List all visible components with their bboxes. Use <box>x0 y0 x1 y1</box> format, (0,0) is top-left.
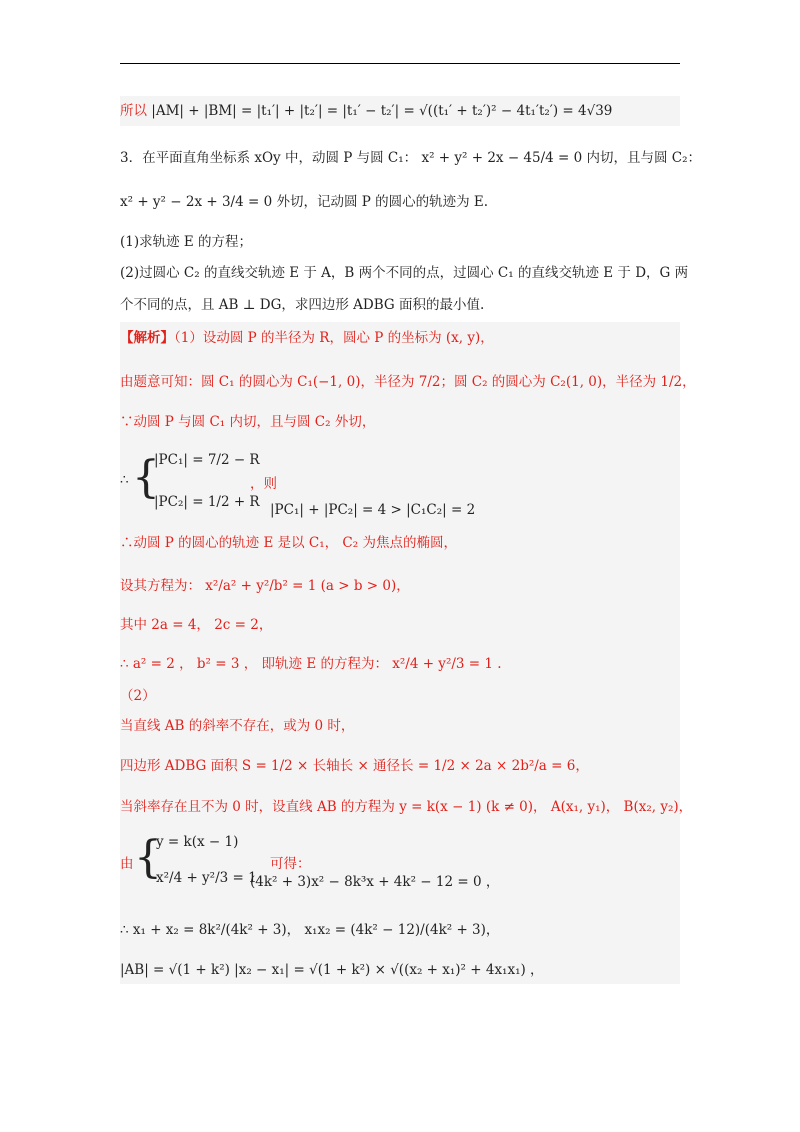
system-2-result: (4k² + 3)x² − 8k³x + 4k² − 12 = 0 ， <box>250 874 500 890</box>
therefore-symbol-1: ∴ <box>120 472 129 488</box>
system-1-result: |PC₁| + |PC₂| = 4 > |C₁C₂| = 2 <box>270 502 476 518</box>
top-prefix: 所以 <box>120 103 147 119</box>
solution-line-9: 四边形 ADBG 面积 S = 1/2 × 长轴长 × 通径长 = 1/2 × 2a × 2b²/a = 6， <box>120 758 589 774</box>
system-2-prefix: 由 <box>120 856 134 872</box>
system-1-eq-1: |PC₁| = 7/2 − R <box>154 452 260 468</box>
solution-line-1 <box>120 328 494 348</box>
top-formula-line <box>120 101 612 121</box>
system-2-then: 可得： <box>270 856 311 872</box>
solution-tag: 【解析】 <box>120 330 174 346</box>
system-2-eq-2: x²/4 + y²/3 = 1 <box>156 870 257 886</box>
solution-line-4: ∴动圆 P 的圆心的轨迹 E 是以 C₁， C₂ 为焦点的椭圆， <box>120 535 457 551</box>
solution-step-1: （1）设动圆 P 的半径为 R，圆心 P 的坐标为 (x, y)， <box>174 330 494 346</box>
solution-line-8: 当直线 AB 的斜率不存在，或为 0 时， <box>120 718 355 734</box>
question-1: (1)求轨迹 E 的方程； <box>120 234 253 250</box>
system-2-eq-1: y = k(x − 1) <box>156 834 239 850</box>
system-1-then: ，则 <box>250 476 277 492</box>
problem-line-1: 3．在平面直角坐标系 xOy 中，动圆 P 与圆 C₁： x² + y² + 2x − 45/4 = 0 内切，且与圆 C₂： <box>120 150 702 166</box>
problem-line-2: x² + y² − 2x + 3/4 = 0 外切，记动圆 P 的圆心的轨迹为 E. <box>120 194 489 210</box>
question-2b: 个不同的点，且 AB ⊥ DG，求四边形 ADBG 面积的最小值. <box>120 297 485 313</box>
solution-line-10: 当斜率存在且不为 0 时，设直线 AB 的方程为 y = k(x − 1) (k ≠ 0)， A(x₁, y₁)， B(x₂, y₂)， <box>120 799 693 815</box>
solution-line-5: 设其方程为： x²/a² + y²/b² = 1 (a > b > 0)， <box>120 578 410 594</box>
left-brace-2: { <box>134 832 162 883</box>
left-brace-1: { <box>132 452 160 503</box>
question-2a: (2)过圆心 C₂ 的直线交轨迹 E 于 A，B 两个不同的点，过圆心 C₁ 的直线交轨迹 E 于 D，G 两 <box>120 265 689 281</box>
solution-line-3: ∵动圆 P 与圆 C₁ 内切，且与圆 C₂ 外切， <box>120 414 376 430</box>
solution-line-2: 由题意可知：圆 C₁ 的圆心为 C₁(−1, 0)，半径为 7/2；圆 C₂ 的圆心为 C₂(1, 0)，半径为 1/2， <box>120 374 696 390</box>
solution-line-7: ∴ a² = 2 ， b² = 3 ， 即轨迹 E 的方程为： x²/4 + y²/3 = 1 . <box>120 656 502 672</box>
solution-line-6: 其中 2a = 4， 2c = 2， <box>120 617 273 633</box>
header-rule <box>120 63 680 64</box>
part-2-label: （2） <box>120 688 156 704</box>
solution-line-12: |AB| = √(1 + k²) |x₂ − x₁| = √(1 + k²) × √((x₂ + x₁)² + 4x₁x₁) ， <box>120 962 544 978</box>
solution-line-11: ∴ x₁ + x₂ = 8k²/(4k² + 3)， x₁x₂ = (4k² − 12)/(4k² + 3)， <box>120 922 500 938</box>
top-formula: |AM| + |BM| = |t₁′| + |t₂′| = |t₁′ − t₂′| = √((t₁′ + t₂′)² − 4t₁′t₂′) = 4√39 <box>151 103 613 119</box>
system-1-eq-2: |PC₂| = 1/2 + R <box>154 494 260 510</box>
